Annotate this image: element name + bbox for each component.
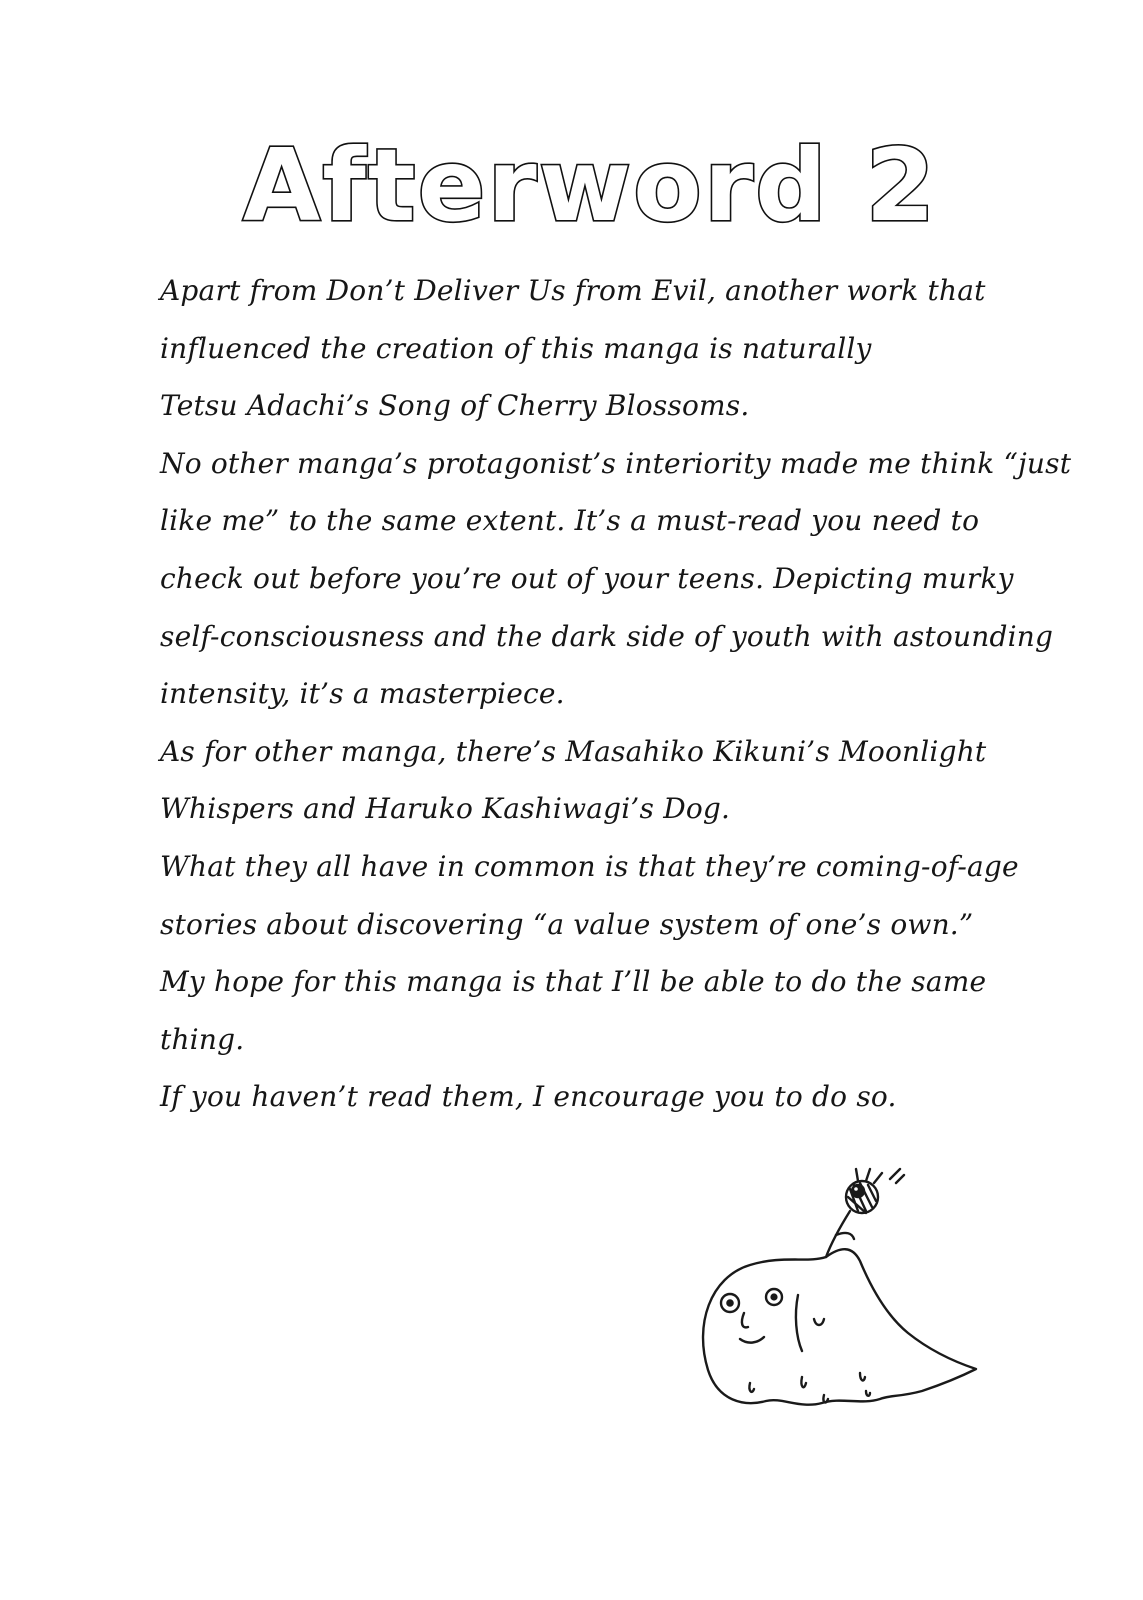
text-segment: No other manga’s protagonist’s interiority made me think “just	[160, 446, 1072, 480]
work-title: Don’t Deliver Us from Evil	[326, 274, 707, 307]
text-segment: What they all have in common is that they’re coming-of-age	[160, 849, 1019, 883]
blob-creature-illustration	[690, 1165, 990, 1425]
text-line	[160, 1011, 1000, 1069]
text-line	[160, 1068, 1000, 1126]
text-line	[160, 320, 1000, 378]
text-line	[160, 953, 1000, 1011]
work-title: Moonlight	[839, 734, 987, 768]
work-title: Dog	[663, 792, 722, 826]
text-segment: influenced the creation of this manga is naturally	[160, 331, 872, 365]
afterword-body	[160, 262, 1072, 1126]
text-line	[160, 896, 1000, 954]
text-line	[160, 608, 1054, 666]
work-title: Song of Cherry Blossoms	[378, 389, 741, 423]
text-line	[160, 435, 1072, 493]
page-title	[242, 122, 938, 244]
page-title-text: Afterword 2	[242, 127, 938, 244]
text-segment: If you haven’t read them, I encourage you to do so.	[160, 1080, 897, 1114]
text-segment: Tetsu Adachi’s	[160, 389, 379, 423]
text-segment: Apart from	[160, 274, 327, 307]
text-line	[160, 262, 1000, 320]
text-segment: .	[740, 389, 750, 423]
text-segment: , another work that	[706, 274, 986, 307]
text-segment: thing.	[160, 1022, 245, 1056]
text-segment: check out before you’re out of your teens. Depicting murky	[160, 561, 1014, 595]
text-line	[160, 492, 1000, 550]
text-segment: .	[721, 792, 731, 826]
text-segment: self-consciousness and the dark side of youth with astounding	[160, 619, 1054, 653]
text-segment: intensity, it’s a masterpiece.	[160, 677, 565, 711]
text-line	[160, 550, 1014, 608]
text-segment: stories about discovering “a value system of one’s own.”	[160, 907, 974, 941]
text-segment: My hope for this manga is that I’ll be able to do the same	[160, 965, 987, 999]
text-segment: like me” to the same extent. It’s a must-read you need to	[160, 504, 980, 538]
text-segment: and Haruko Kashiwagi’s	[294, 792, 664, 826]
text-line	[160, 780, 1000, 838]
text-segment: As for other manga, there’s Masahiko Kikuni’s	[160, 734, 840, 768]
text-line	[160, 723, 1000, 781]
work-title: Whispers	[160, 792, 294, 826]
text-line	[160, 377, 1000, 435]
text-line	[160, 665, 1000, 723]
text-line	[160, 838, 1019, 896]
